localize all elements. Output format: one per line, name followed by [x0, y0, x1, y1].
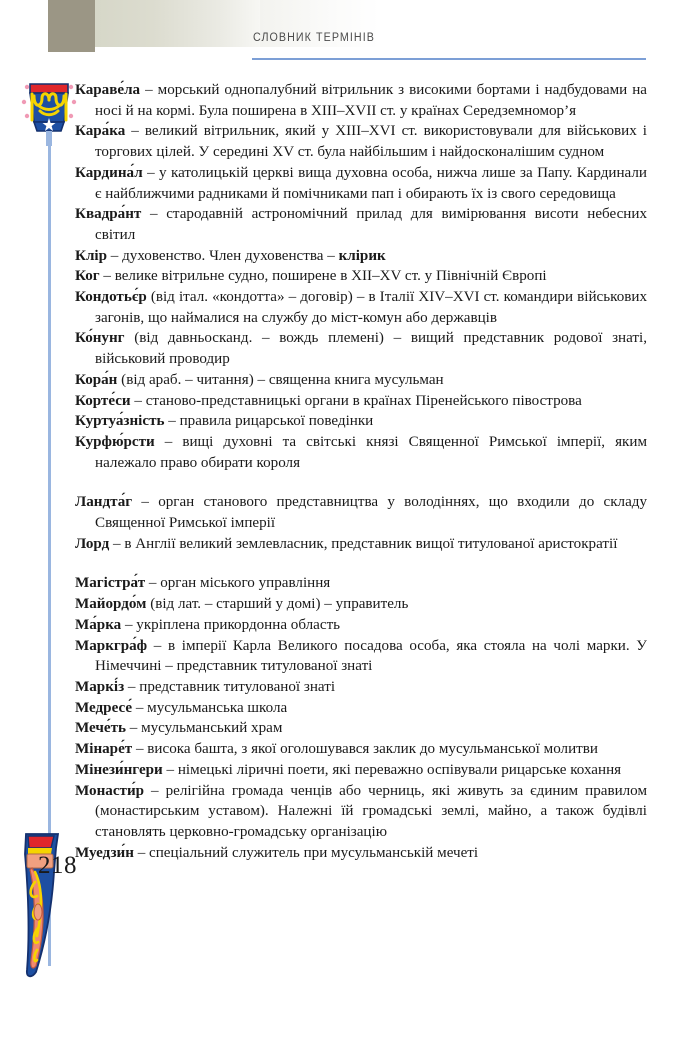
glossary-entry [75, 246, 647, 267]
glossary-entry [75, 843, 647, 864]
glossary-term: Квадра́нт [75, 206, 142, 223]
glossary-entry [75, 534, 647, 555]
glossary-definition: – мусульманський храм [125, 720, 283, 737]
glossary-definition-emphasis: клірик [338, 247, 386, 264]
column-capital-ornament-icon [18, 78, 80, 146]
glossary-definition: – стародавній астрономічний прилад для вимірювання висоти небесних світил [95, 206, 647, 243]
glossary-term: Магістра́т [75, 575, 146, 592]
glossary-term: Мінези́нгери [75, 761, 163, 778]
glossary-entry-list [75, 80, 647, 863]
glossary-entry [75, 677, 647, 698]
glossary-entry [75, 615, 647, 636]
glossary-term: Ког [75, 268, 100, 285]
glossary-entry [75, 370, 647, 391]
glossary-entry [75, 266, 647, 287]
glossary-definition: – в імперії Карла Великого посадова особа, яка стояла на чолі марки. У Німеччині – представник титулованої знаті [95, 637, 647, 675]
glossary-entry [75, 718, 647, 739]
glossary-entry [75, 163, 647, 204]
glossary-entry [75, 573, 647, 594]
glossary-entry [75, 760, 647, 781]
glossary-term: Майордо́м [75, 596, 147, 613]
glossary-entry [75, 328, 647, 369]
header-rule [252, 58, 646, 60]
glossary-term: Ландта́г [75, 494, 133, 511]
glossary-term: Корте́си [75, 392, 131, 409]
glossary-term: Кора́н [75, 371, 118, 388]
glossary-definition: (від араб. – читання) – священна книга мусульман [117, 371, 444, 388]
glossary-term: Муедзи́н [75, 844, 134, 861]
glossary-definition: – вищі духовні та світські князі Священної Римської імперії, яким належало право обирати короля [95, 433, 647, 471]
glossary-definition: – спеціальний служитель при мусульманській мечеті [133, 844, 479, 861]
glossary-definition: – станово-представницькі органи в країнах Піренейського півострова [130, 392, 582, 409]
glossary-term: Маркгра́ф [75, 637, 148, 654]
glossary-definition: – орган міського управління [145, 575, 331, 592]
glossary-body [75, 80, 647, 863]
header-block-dark [48, 0, 95, 52]
glossary-definition: – орган станового представництва у володіннях, що входили до складу Священної Римської імперії [95, 494, 647, 532]
glossary-term: Мече́ть [75, 720, 126, 737]
glossary-entry [75, 204, 647, 245]
glossary-term: Маркі́з [75, 678, 125, 695]
glossary-entry [75, 432, 647, 473]
glossary-entry [75, 80, 647, 121]
glossary-definition: – в Англії великий землевласник, представник вищої титулованої аристократії [109, 535, 618, 552]
page-number: 218 [38, 852, 77, 879]
glossary-definition: (від італ. «кондотта» – договір) – в Італії XIV–XVI ст. командири військових загонів, що наймалися на службу до міст-комун або державців [95, 289, 647, 326]
glossary-entry [75, 121, 647, 162]
glossary-entry [75, 594, 647, 615]
glossary-term: Курфю́рсти [75, 433, 155, 450]
header-block-light [95, 0, 260, 47]
glossary-term: Медресе́ [75, 699, 133, 716]
glossary-term: Монасти́р [75, 782, 145, 799]
glossary-definition: – у католицькій церкві вища духовна особа, нижча лише за Папу. Кардинали є найближчими радниками й помічниками пап і обирають їх із свого середовища [95, 164, 647, 202]
glossary-entry [75, 391, 647, 412]
glossary-definition: (від лат. – старший у домі) – управитель [146, 596, 409, 613]
glossary-entry [75, 287, 647, 328]
glossary-definition: – великий вітрильник, який у XIII–XVI ст. використовували для військових і торгових цілей. У середині XV ст. була найбільшим і найдосконалішим судном [95, 123, 647, 161]
glossary-definition: – правила рицарської поведінки [164, 413, 374, 430]
glossary-entry [75, 781, 647, 843]
glossary-definition: – мусульманська школа [132, 699, 288, 716]
glossary-entry [75, 492, 647, 533]
glossary-term: Ма́рка [75, 616, 122, 633]
glossary-definition: – духовенство. Член духовенства – [107, 247, 339, 264]
glossary-definition: (від давньосканд. – вождь племені) – вищий представник родової знаті, військовий проводир [95, 330, 647, 368]
glossary-definition: – велике вітрильне судно, поширене в XII–XV ст. у Північній Європі [99, 268, 547, 285]
glossary-term: Кара́ка [75, 123, 126, 140]
letter-group-gap [75, 554, 647, 573]
glossary-definition: – морський однопалубний вітрильник з високими бортами і надбудовами на носі й на кормі. Була поширена в XIII–XVII ст. у країнах Середземномор’я [95, 82, 647, 119]
glossary-entry [75, 739, 647, 760]
glossary-definition: – висока башта, з якої оголошувався заклик до мусульманської молитви [132, 741, 598, 758]
glossary-term: Клір [75, 247, 108, 264]
glossary-term: Мінаре́т [75, 741, 133, 758]
glossary-term: Ко́нунг [75, 330, 125, 347]
glossary-term: Кардина́л [75, 164, 143, 181]
glossary-definition: – представник титулованої знаті [124, 678, 336, 695]
running-header-title: СЛОВНИК ТЕРМІНІВ [253, 32, 375, 44]
glossary-term: Куртуа́зність [75, 413, 165, 430]
glossary-definition: – релігійна громада ченців або черниць, які живуть за єдиним правилом (монастирським уставом). Належні їй громадські землі, майно, а також будівлі становлять церковно-громадську організацію [95, 782, 647, 840]
glossary-entry [75, 411, 647, 432]
glossary-term: Лорд [75, 535, 110, 552]
glossary-term: Кондотьє́р [75, 289, 147, 306]
glossary-entry [75, 698, 647, 719]
glossary-definition: – німецькі ліричні поети, які переважно оспівували рицарське кохання [162, 761, 622, 778]
glossary-entry [75, 636, 647, 677]
letter-group-gap [75, 473, 647, 492]
glossary-term: Караве́ла [75, 82, 141, 98]
glossary-definition: – укріплена прикордонна область [121, 616, 341, 633]
